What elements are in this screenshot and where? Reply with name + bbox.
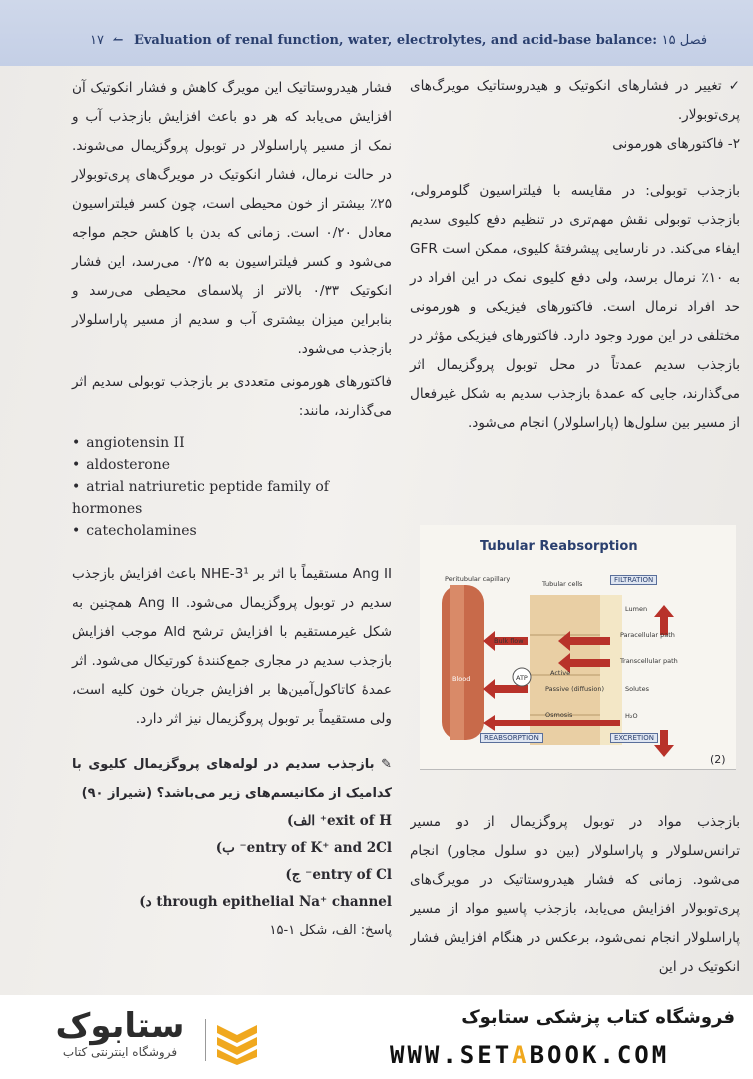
option-b: entry of K⁺ and 2Cl⁻ ب) <box>215 840 392 856</box>
label-passive: Passive (diffusion) <box>545 685 604 693</box>
banner-url[interactable]: WWW.SETABOOK.COM <box>390 1041 670 1069</box>
option-d: through epithelial Na⁺ channel د) <box>139 894 392 910</box>
label-paracellular: Paracellular path <box>620 631 675 639</box>
label-atp: ATP <box>516 674 528 682</box>
label-h2o: H₂O <box>625 712 638 720</box>
stacked-chevrons-icon <box>212 1015 262 1065</box>
banner-divider <box>205 1019 206 1061</box>
paragraph-reabsorption: بازجذب توبولی: در مقایسه با فیلتراسیون گلومرولی، بازجذب توبولی نقش مهم‌تری در تنظیم دفع کلیوی سدیم ایفاء می‌کند. در نارسایی پیشرفتهٔ کلیوی، ممکن است GFR به ۱۰٪ نرمال برسد، ولی دفع کلیوی نمک در این افراد در حد افراد نرمال است. فاکتورهای فیزیکی و هورمونی مختلفی در این مورد وجود دارد. فاکتورهای فیزیکی مؤثر در بازجذب سدیم عمدتاً در محل توبول پروگزیمال اثر می‌گذارند، جایی که عمدهٔ بازجذب سدیم به شکل غیرفعال از مسیر بین سلول‌ها (پاراسلولار) انجام می‌شود. <box>410 183 740 431</box>
checkbox-item: ✓ تغییر در فشارهای انکوتیک و هیدروستاتیک مویرگ‌های پری‌توبولار. <box>410 78 740 123</box>
label-active: Active <box>550 669 571 677</box>
figure-diagram <box>420 525 736 770</box>
label-blood: Blood <box>452 675 471 683</box>
option-c: entry of Cl⁻ ج) <box>285 867 392 883</box>
paragraph-hormonal: فاکتورهای هورمونی متعددی بر بازجذب توبولی سدیم اثر می‌گذارند، مانند: <box>72 374 392 419</box>
header-text <box>90 33 708 48</box>
right-column-lower <box>410 808 740 995</box>
hormone-list <box>72 432 392 542</box>
label-reabsorption: REABSORPTION <box>480 733 543 743</box>
logo-text <box>40 1007 200 1059</box>
banner-title: فروشگاه کتاب پزشکی ستابوک <box>461 1007 735 1028</box>
option-a: exit of H⁺ الف) <box>286 813 392 829</box>
page-number: ۱۷ <box>90 33 104 48</box>
tubular-reabsorption-figure <box>420 525 736 770</box>
chapter-icon: ↼ <box>112 33 124 48</box>
question-block <box>72 750 392 945</box>
label-bulk-flow: Bulk flow <box>494 637 524 645</box>
label-osmosis: Osmosis <box>545 711 573 719</box>
list-item: • angiotensin II <box>72 432 392 454</box>
paragraph-oncotic: فشار هیدروستاتیک این مویرگ کاهش و فشار انکوتیک آن افزایش می‌یابد که هر دو باعث افزایش بازجذب آب و نمک از مسیر پاراسلولار در توبول پروگزیمال می‌شوند. در حالت نرمال، فشار انکوتیک در مویرگ‌های پری‌توبولار ۲۵٪ بیشتر از خون محیطی است، چون کسر فیلتراسیون معادل ۰/۲۰ است. زمانی که بدن با کاهش حجم مواجه می‌شود و کسر فیلتراسیون به ۰/۲۵ می‌رسد، این فشار انکوتیک ۰/۳۳ بالاتر از پلاسمای محیطی می‌رسد و بنابراین میزان بیشتری آب و سدیم از مسیر پاراسلولار بازجذب می‌شود. <box>72 80 393 357</box>
question-text: ✎ بازجذب سدیم در لوله‌های پروگزیمال کلیوی با کدامیک از مکانیسم‌های زیر می‌باشد؟ (شیراز ۹۰) <box>72 757 392 801</box>
list-item: • atrial natriuretic peptide family of hormones <box>72 476 392 520</box>
left-column <box>72 74 392 945</box>
figure-title: Tubular Reabsorption <box>480 539 638 554</box>
item-2: ۲- فاکتورهای هورمونی <box>612 136 740 152</box>
label-solutes: Solutes <box>625 685 649 693</box>
right-column <box>410 72 740 438</box>
label-excretion: EXCRETION <box>610 733 658 743</box>
paragraph-pathways: بازجذب مواد در توبول پروگزیمال از دو مسیر ترانس‌سلولار و پاراسلولار (بین دو سلول مجاور) انجام می‌شود. زمانی که فشار هیدروستاتیک در مویرگ‌های پری‌توبولار افزایش می‌یابد، بازجذب پاسیو مواد از مسیر پاراسلولار انجام نمی‌شود، برعکس در هنگام افزایش فشار انکوتیک در این <box>410 814 740 975</box>
paragraph-ang2: Ang II مستقیماً با اثر بر NHE-3¹ باعث افزایش بازجذب سدیم در توبول پروگزیمال می‌شود. Ang II همچنین به شکل غیرمستقیم با افزایش ترشح Ald موجب افزایش بازجذب سدیم در مجاری جمع‌کنندهٔ کورتیکال می‌شود. اثر عمدهٔ کاتاکول‌آمین‌ها بر افزایش جریان خون کلیه است، ولی مستقیماً بر توبول پروگزیمال نیز اثر دارد. <box>72 566 392 727</box>
label-transcellular: Transcellular path <box>620 657 678 665</box>
pencil-icon: ✎ <box>374 757 392 772</box>
list-item: • aldosterone <box>72 454 392 476</box>
logo-subtitle: فروشگاه اینترنتی کتاب <box>62 1045 178 1059</box>
label-peritubular: Peritubular capillary <box>445 575 511 583</box>
chapter-title-en: Evaluation of renal function, water, electrolytes, and acid-base balance: <box>133 33 658 48</box>
answer-text: پاسخ: الف، شکل ۱-۱۵ <box>269 923 392 938</box>
logo-word: ستابوک <box>55 1006 185 1046</box>
chapter-title-fa: فصل ۱۵ <box>661 33 708 48</box>
label-tubular-cells: Tubular cells <box>542 580 583 588</box>
label-filtration: FILTRATION <box>610 575 657 585</box>
list-item: • catecholamines <box>72 520 392 542</box>
setabook-banner <box>0 995 753 1079</box>
figure-number: (2) <box>710 753 726 766</box>
label-lumen: Lumen <box>625 605 648 613</box>
